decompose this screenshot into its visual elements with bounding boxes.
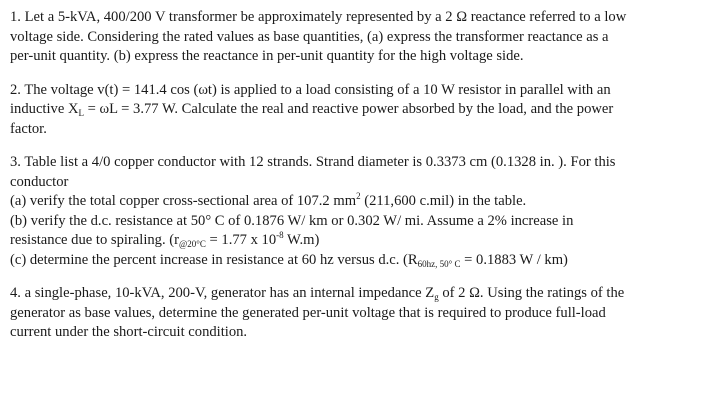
spacer — [10, 67, 712, 81]
problem-4-line-2: generator as base values, determine the generated per-unit voltage that is required to produce full-load — [10, 304, 606, 321]
problem-3-line-5-mid: = 1.77 x 10 — [205, 232, 277, 248]
problem-4-line-1 — [10, 284, 712, 304]
problem-1-line-1: 1. Let a 5-kVA, 400/200 V transformer be approximately represented by a 2 Ω reactance referred to a low — [10, 9, 627, 25]
problem-3-line-5-pre: resistance due to spiraling. (r — [10, 232, 179, 248]
superscript-exp: -8 — [276, 230, 284, 240]
problem-3-line-3-pre: (a) verify the total copper cross-sectional area of 107.2 mm — [10, 193, 357, 209]
subscript-l: L — [78, 108, 84, 118]
problem-3-line-4: (b) verify the d.c. resistance at 50° C of 0.1876 W/ km or 0.302 W/ mi. Assume a 2% increase in — [10, 212, 574, 229]
problem-2-line-2-pre: inductive X — [10, 101, 79, 117]
problem-3-line-3-post: (211,600 c.mil) in the table. — [360, 193, 527, 209]
problem-3-line-5 — [10, 231, 712, 251]
problem-3-line-5-post: W.m) — [283, 232, 320, 248]
problem-3-line-2: conductor — [10, 173, 69, 190]
problem-3-line-6-post: = 0.1883 W / km) — [460, 251, 568, 268]
subscript-60hz: 60hz, 50° C — [417, 258, 461, 269]
spacer — [10, 270, 712, 284]
problem-1 — [10, 8, 712, 67]
problem-3-line-6 — [10, 251, 712, 271]
problem-4-line-1-post: of 2 Ω. Using the ratings of the — [438, 285, 625, 301]
problem-document — [10, 8, 712, 343]
subscript-g: g — [434, 292, 439, 302]
problem-2-line-1: 2. The voltage v(t) = 141.4 cos (ωt) is applied to a load consisting of a 10 W resistor in parallel with an — [10, 81, 611, 98]
problem-2-line-3: factor. — [10, 120, 47, 137]
problem-2 — [10, 81, 712, 140]
subscript-20c: @20°C — [179, 239, 206, 249]
problem-3 — [10, 153, 712, 270]
problem-4-line-3: current under the short-circuit condition. — [10, 324, 248, 340]
problem-2-line-2-post: = ωL = 3.77 W. Calculate the real and reactive power absorbed by the load, and the power — [84, 101, 614, 117]
spacer — [10, 139, 712, 153]
problem-2-line-2 — [10, 100, 712, 120]
superscript-2: 2 — [356, 191, 361, 201]
problem-1-line-3: per-unit quantity. (b) express the reactance in per-unit quantity for the high voltage side. — [10, 48, 524, 64]
problem-4 — [10, 284, 712, 343]
problem-3-line-3 — [10, 192, 712, 212]
problem-3-line-1: 3. Table list a 4/0 copper conductor with 12 strands. Strand diameter is 0.3373 cm (0.1328 in. ). For this — [10, 154, 616, 170]
problem-3-line-6-pre: (c) determine the percent increase in resistance at 60 hz versus d.c. (R — [10, 251, 418, 268]
problem-1-line-2: voltage side. Considering the rated values as base quantities, (a) express the transformer reactance as a — [10, 28, 609, 45]
problem-4-line-1-pre: 4. a single-phase, 10-kVA, 200-V, generator has an internal impedance Z — [10, 285, 435, 301]
